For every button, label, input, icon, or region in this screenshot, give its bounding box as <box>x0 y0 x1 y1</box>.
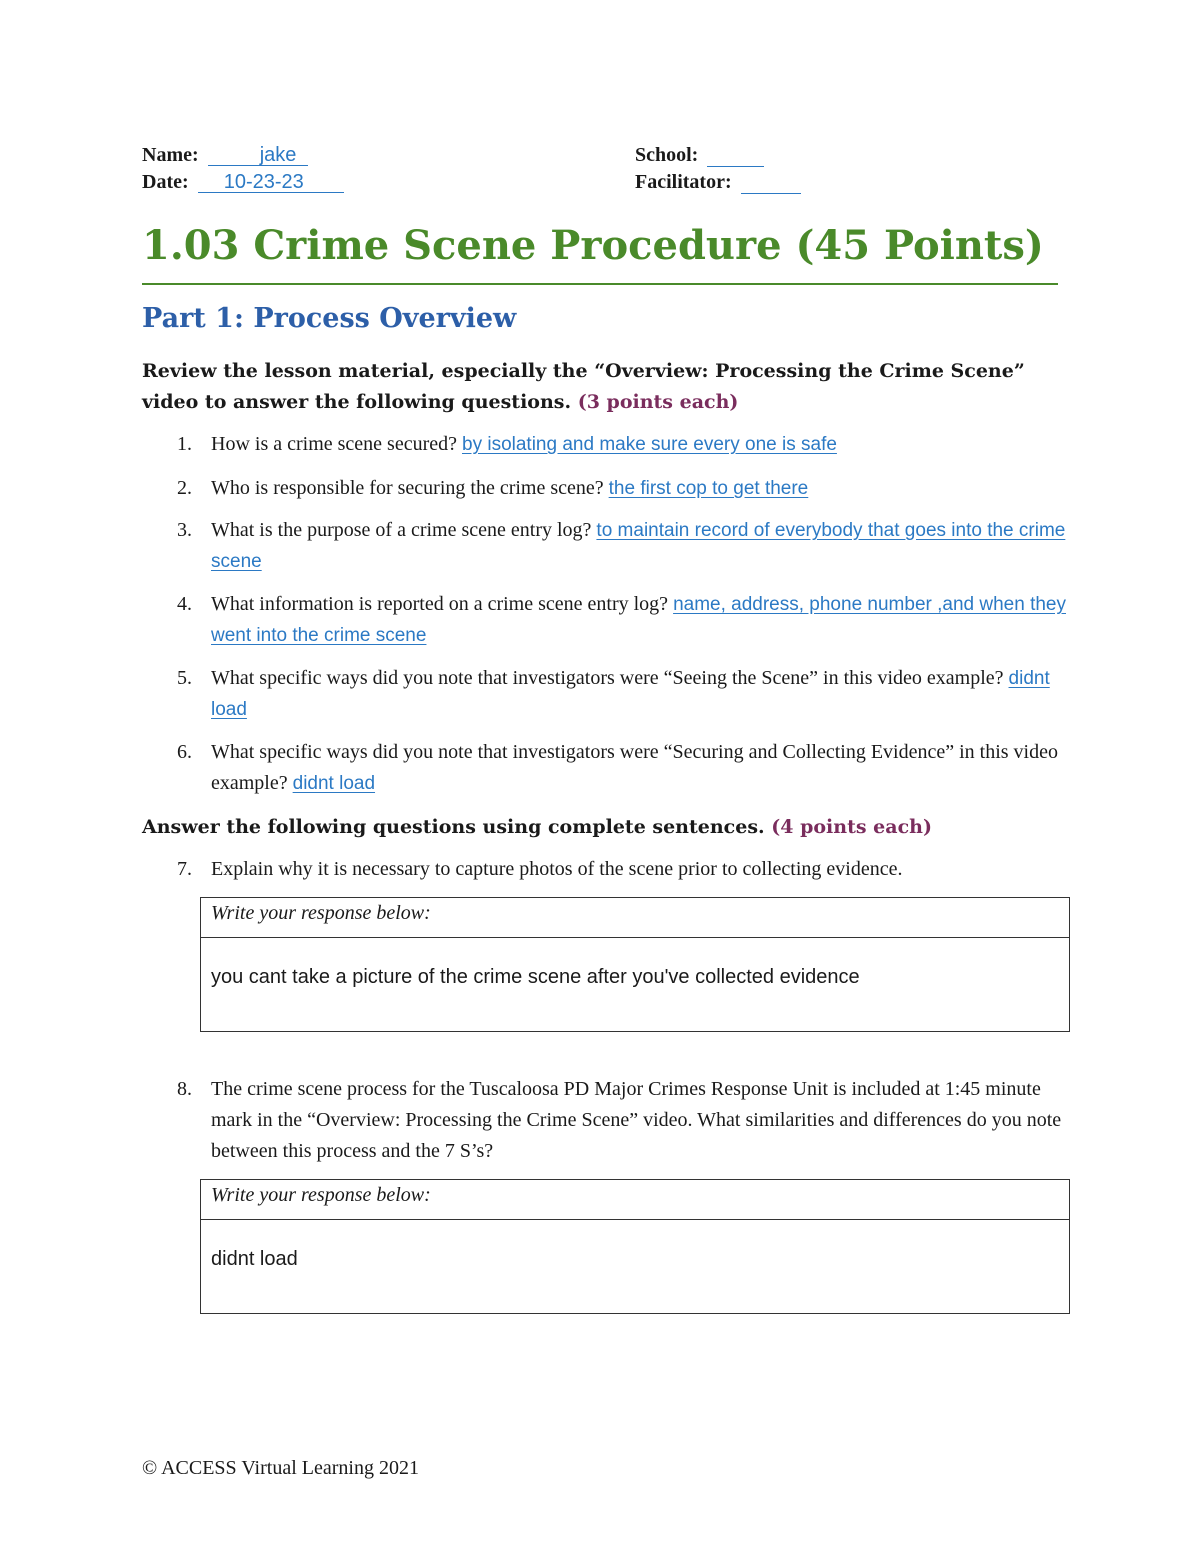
question-text: Who is responsible for securing the crime scene? <box>211 477 604 499</box>
name-field <box>142 144 308 167</box>
answer-text[interactable]: name, address, phone number ,and when they went into the crime scene <box>211 594 1066 646</box>
question-5 <box>177 663 1071 725</box>
question-text: What specific ways did you note that investigators were “Securing and Collecting Evidence” in this video example? <box>211 741 1058 794</box>
instructions-text: Answer the following questions using complete sentences. <box>142 816 765 838</box>
date-field <box>142 171 344 194</box>
question-number: 4. <box>177 593 192 615</box>
question-text: What information is reported on a crime scene entry log? <box>211 593 669 615</box>
facilitator-label: Facilitator: <box>635 171 732 193</box>
school-label: School: <box>635 144 699 166</box>
footer-copyright: © ACCESS Virtual Learning 2021 <box>142 1457 419 1479</box>
date-value[interactable]: 10-23-23 <box>198 172 344 193</box>
question-text: What is the purpose of a crime scene entry log? <box>211 519 592 541</box>
facilitator-field <box>635 171 801 194</box>
question-number: 7. <box>177 858 192 880</box>
school-field <box>635 144 764 167</box>
response-text[interactable]: you cant take a picture of the crime scene after you've collected evidence <box>211 966 860 988</box>
response-box-7 <box>200 897 1070 1032</box>
school-value[interactable] <box>707 146 764 167</box>
question-4 <box>177 589 1071 651</box>
response-box-header: Write your response below: <box>201 1180 1069 1220</box>
part1-heading: Part 1: Process Overview <box>142 303 517 334</box>
question-text: How is a crime scene secured? <box>211 433 457 455</box>
question-number: 5. <box>177 667 192 689</box>
question-6 <box>177 737 1071 799</box>
question-number: 2. <box>177 477 192 499</box>
response-text[interactable]: didnt load <box>211 1248 298 1270</box>
answer-text[interactable]: didnt load <box>211 668 1050 720</box>
response-box-8 <box>200 1179 1070 1314</box>
part1-instructions-2 <box>142 812 1072 843</box>
points-note: (3 points each) <box>577 391 739 413</box>
answer-text[interactable]: to maintain record of everybody that goes into the crime scene <box>211 520 1066 572</box>
question-text: The crime scene process for the Tuscaloosa PD Major Crimes Response Unit is included at 1:45 minute mark in the “Overview: Processing the Crime Scene” video. What similarities and differences do you note between this process and the 7 S’s? <box>211 1078 1062 1162</box>
question-number: 1. <box>177 433 192 455</box>
points-note: (4 points each) <box>771 816 932 838</box>
question-number: 3. <box>177 519 192 541</box>
answer-text[interactable]: didnt load <box>292 773 376 794</box>
question-7 <box>177 854 1091 885</box>
facilitator-value[interactable] <box>741 173 801 194</box>
answer-text[interactable]: by isolating and make sure every one is safe <box>462 434 837 455</box>
part1-instructions <box>142 356 1072 418</box>
question-8 <box>177 1074 1071 1167</box>
question-text: Explain why it is necessary to capture photos of the scene prior to collecting evidence. <box>211 858 903 880</box>
question-text: What specific ways did you note that investigators were “Seeing the Scene” in this video example? <box>211 667 1004 689</box>
name-value[interactable]: jake <box>208 145 308 166</box>
title-divider <box>142 283 1058 285</box>
answer-text[interactable]: the first cop to get there <box>608 478 809 499</box>
name-label: Name: <box>142 144 199 166</box>
instructions-text: Review the lesson material, especially the “Overview: Processing the Crime Scene” video to answer the following questions. <box>142 360 1025 413</box>
question-3 <box>177 515 1071 577</box>
page-title: 1.03 Crime Scene Procedure (45 Points) <box>142 222 1044 269</box>
question-number: 6. <box>177 741 192 763</box>
response-box-header: Write your response below: <box>201 898 1069 938</box>
question-1 <box>177 429 1071 460</box>
question-number: 8. <box>177 1078 192 1100</box>
question-2 <box>177 473 1071 504</box>
date-label: Date: <box>142 171 189 193</box>
